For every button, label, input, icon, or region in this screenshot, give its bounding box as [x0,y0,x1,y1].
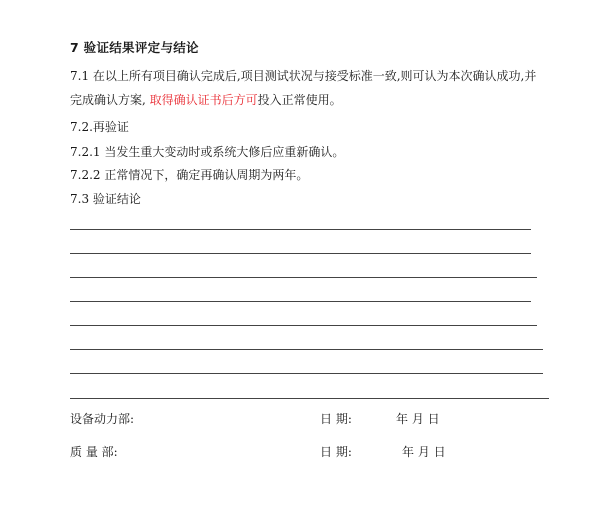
date-label: 日 期: [320,445,352,459]
paragraph-7-1-line2 [70,93,342,107]
conclusion-line [70,277,537,278]
equipment-dept-label: 设备动力部: [70,412,135,426]
paragraph-7-1-line1: 7.1 在以上所有项目确认完成后,项目测试状况与接受标准一致,则可认为本次确认成功,并 [70,69,537,83]
date-label: 日 期: [320,412,352,426]
date-fields: 年 月 日 [402,445,446,459]
paragraph-7-2-1: 7.2.1 当发生重大变动时或系统大修后应重新确认。 [70,145,345,159]
paragraph-7-1-text-a: 完成确认方案, [70,93,150,107]
conclusion-line [70,253,531,254]
paragraph-7-1-text-b: 投入正常使用。 [257,93,342,107]
paragraph-7-2: 7.2.再验证 [70,120,129,134]
conclusion-line [70,301,531,302]
quality-dept-label: 质 量 部: [70,445,118,459]
conclusion-line [70,325,537,326]
conclusion-line [70,398,549,399]
paragraph-7-2-2: 7.2.2 正常情况下，确定再确认周期为两年。 [70,168,309,182]
conclusion-line [70,229,531,230]
highlighted-text: 取得确认证书后方可 [149,93,258,107]
section-heading: 7 验证结果评定与结论 [70,40,199,55]
date-fields: 年 月 日 [396,412,440,426]
paragraph-7-3: 7.3 验证结论 [70,192,141,206]
conclusion-line [70,349,543,350]
conclusion-line [70,373,543,374]
